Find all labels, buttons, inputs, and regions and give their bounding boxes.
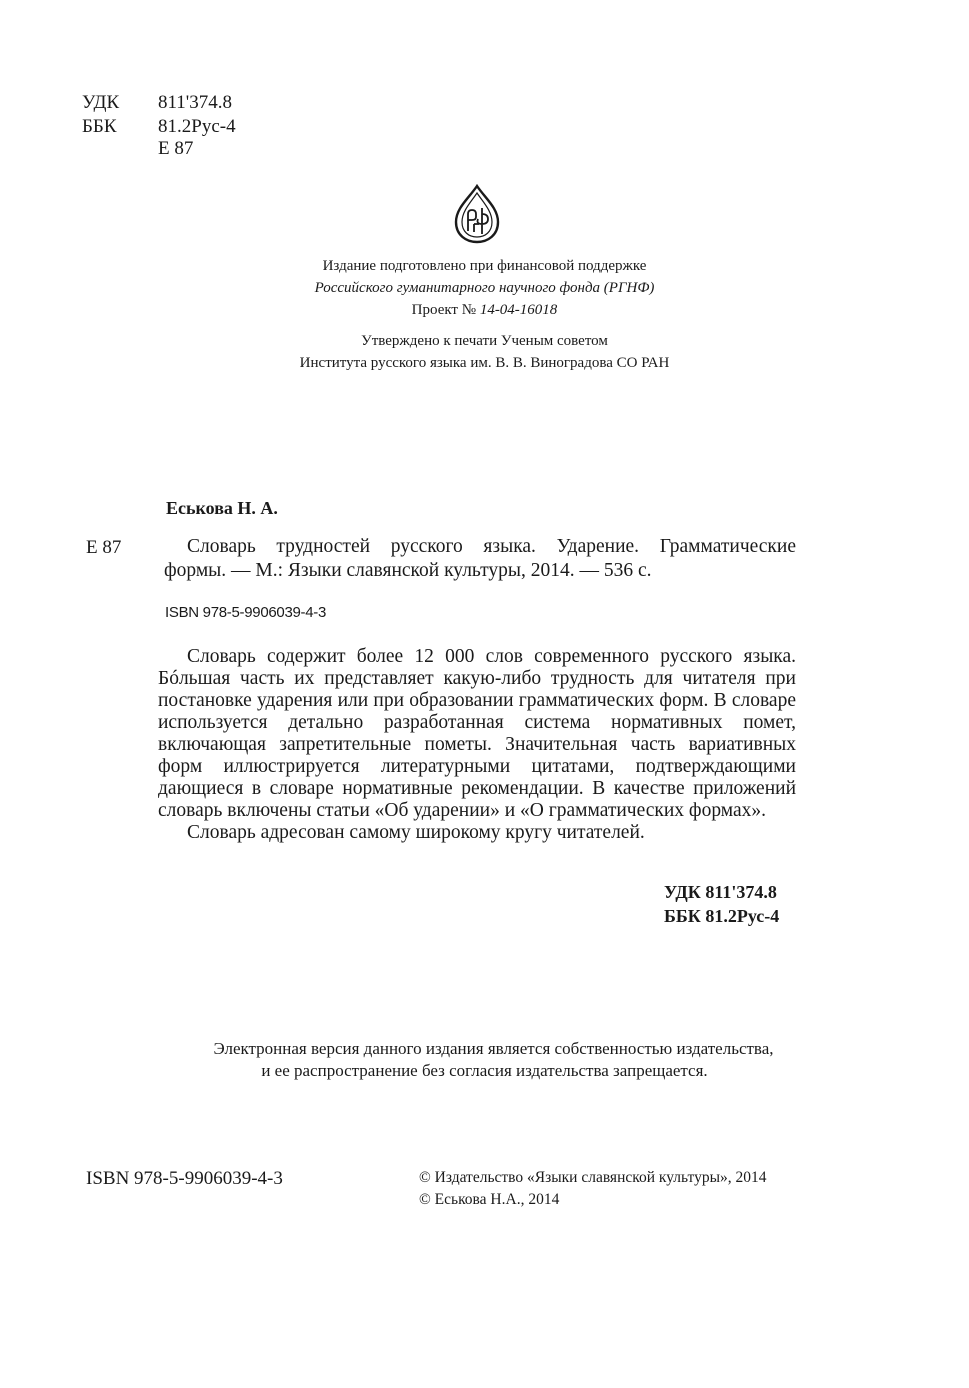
funding-line-1: Издание подготовлено при финансовой поддержке bbox=[322, 258, 647, 274]
project-number: 14-04-16018 bbox=[479, 302, 558, 318]
bib-line-1: Словарь трудностей русского языка. Ударение. Грамматические bbox=[187, 536, 796, 557]
bbk-label: ББК bbox=[82, 116, 117, 137]
copyright-block bbox=[419, 1167, 766, 1211]
notice-line-2: и ее распространение без согласия издательства запрещается. bbox=[261, 1061, 708, 1080]
abstract bbox=[158, 646, 796, 844]
abstract-paragraph-1: Словарь содержит более 12 000 слов современного русского языка. Бóльшая часть их представляет какую-либо трудность для читателя при постановке ударения или при образовании грамматических форм. В словаре используется детально разработанная система нормативных помет, включающая запретительные пометы. Значительная часть вариативных форм иллюстрируется литературными цитатами, подтверждающими дающиеся в словаре нормативные рекомендации. В качестве приложений словарь включены статьи «Об ударении» и «О грамматических формах». bbox=[158, 646, 796, 821]
udk-summary: УДК 811'374.8 bbox=[664, 882, 777, 902]
isbn-bottom: ISBN 978-5-9906039-4-3 bbox=[86, 1168, 283, 1189]
funding-line-2: Российского гуманитарного научного фонда (РГНФ) bbox=[314, 280, 655, 296]
isbn-inner: ISBN 978-5-9906039-4-3 bbox=[165, 604, 327, 621]
rgnf-logo-icon bbox=[452, 184, 502, 244]
copyright-author: © Еськова Н.А., 2014 bbox=[419, 1191, 560, 1208]
bib-line-2: формы. — М.: Языки славянской культуры, 2014. — 536 с. bbox=[164, 560, 652, 581]
approval-line-2: Института русского языка им. В. В. Виноградова СО РАН bbox=[299, 355, 670, 371]
approval-note bbox=[0, 330, 969, 374]
author-heading: Еськова Н. А. bbox=[166, 498, 278, 518]
udk-value: 811'374.8 bbox=[158, 92, 232, 113]
funding-note bbox=[0, 255, 969, 321]
author-mark-value: Е 87 bbox=[158, 138, 194, 159]
notice-line-1: Электронная версия данного издания является собственностью издательства, bbox=[213, 1039, 774, 1058]
project-label: Проект № bbox=[411, 302, 480, 318]
funding-line-3 bbox=[0, 299, 969, 321]
bibliographic-description bbox=[164, 535, 796, 583]
call-number: Е 87 bbox=[86, 537, 122, 558]
approval-line-1: Утверждено к печати Ученым советом bbox=[361, 333, 608, 349]
bbk-summary: ББК 81.2Рус-4 bbox=[664, 906, 780, 926]
udk-label: УДК bbox=[82, 92, 120, 113]
abstract-paragraph-2: Словарь адресован самому широкому кругу читателей. bbox=[187, 822, 645, 843]
copyright-publisher: © Издательство «Языки славянской культуры», 2014 bbox=[419, 1169, 767, 1186]
bbk-value: 81.2Рус-4 bbox=[158, 116, 236, 137]
electronic-version-notice bbox=[0, 1038, 969, 1082]
classification-summary bbox=[664, 880, 779, 928]
